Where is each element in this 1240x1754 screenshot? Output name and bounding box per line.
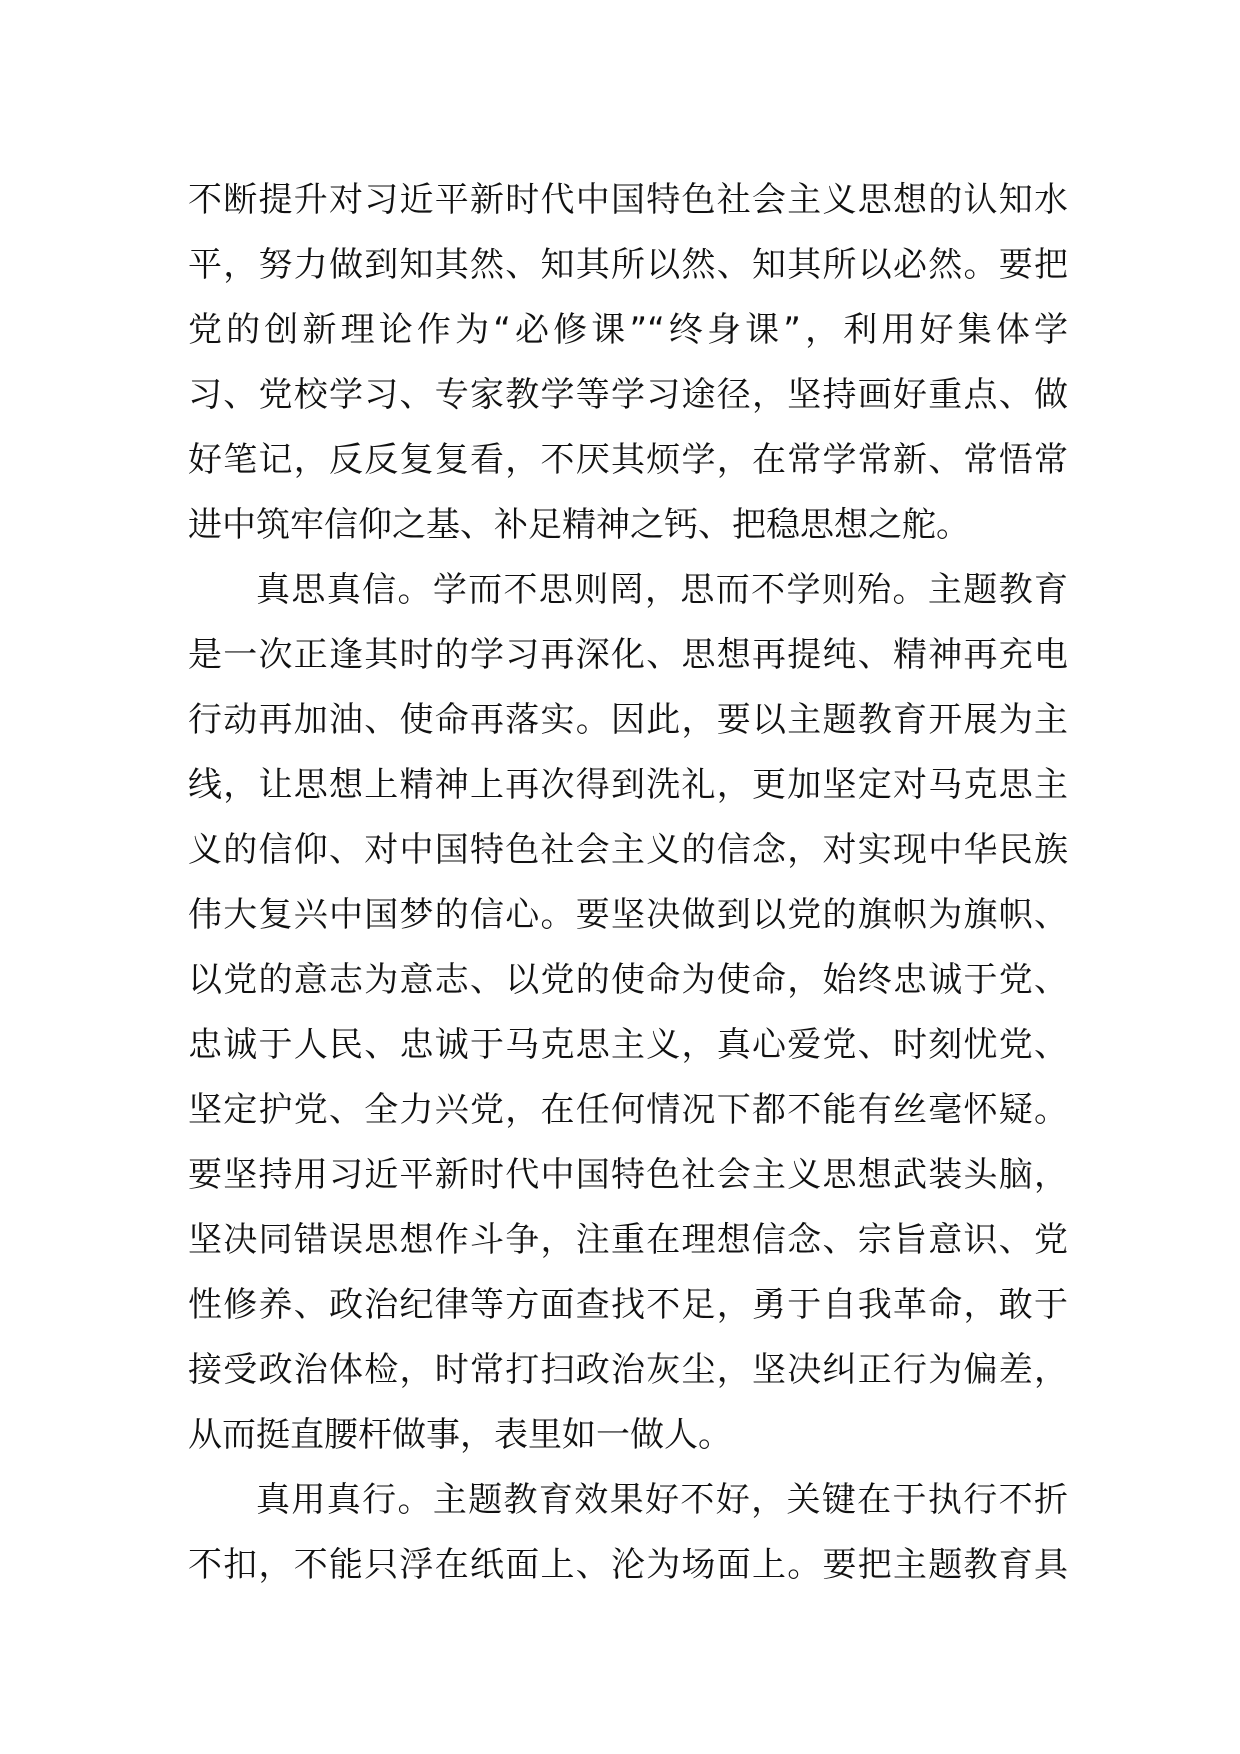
text-line: 行动再加油、使命再落实。因此，要以主题教育开展为主 <box>188 700 1068 740</box>
paragraph-heading-line: 真用真行。主题教育效果好不好，关键在于执行不折 <box>256 1480 1068 1520</box>
text-line: 从而挺直腰杆做事，表里如一做人。 <box>188 1415 732 1455</box>
text-line: 不扣，不能只浮在纸面上、沦为场面上。要把主题教育具 <box>188 1545 1068 1585</box>
text-line: 好笔记，反反复复看，不厌其烦学，在常学常新、常悟常 <box>188 440 1068 480</box>
text-line: 进中筑牢信仰之基、补足精神之钙、把稳思想之舵。 <box>188 505 970 545</box>
text-line: 义的信仰、对中国特色社会主义的信念，对实现中华民族 <box>188 830 1068 870</box>
text-line: 性修养、政治纪律等方面查找不足，勇于自我革命，敢于 <box>188 1285 1068 1325</box>
text-line: 要坚持用习近平新时代中国特色社会主义思想武装头脑， <box>188 1155 1068 1195</box>
text-line: 是一次正逢其时的学习再深化、思想再提纯、精神再充电 <box>188 635 1068 675</box>
text-line: 习、党校学习、专家教学等学习途径，坚持画好重点、做 <box>188 375 1068 415</box>
text-line: 接受政治体检，时常打扫政治灰尘，坚决纠正行为偏差， <box>188 1350 1068 1390</box>
text-line: 不断提升对习近平新时代中国特色社会主义思想的认知水 <box>188 180 1068 220</box>
text-line: 线，让思想上精神上再次得到洗礼，更加坚定对马克思主 <box>188 765 1068 805</box>
paragraph-heading-line: 真思真信。学而不思则罔，思而不学则殆。主题教育 <box>256 570 1068 610</box>
body-text <box>188 168 1068 1598</box>
text-line: 忠诚于人民、忠诚于马克思主义，真心爱党、时刻忧党、 <box>188 1025 1068 1065</box>
text-line: 坚决同错误思想作斗争，注重在理想信念、宗旨意识、党 <box>188 1220 1068 1260</box>
text-line: 以党的意志为意志、以党的使命为使命，始终忠诚于党、 <box>188 960 1068 1000</box>
text-line: 党的创新理论作为“必修课”“终身课”，利用好集体学 <box>188 310 1068 350</box>
text-line: 平，努力做到知其然、知其所以然、知其所以必然。要把 <box>188 245 1068 285</box>
text-line: 坚定护党、全力兴党，在任何情况下都不能有丝毫怀疑。 <box>188 1090 1068 1130</box>
text-line: 伟大复兴中国梦的信心。要坚决做到以党的旗帜为旗帜、 <box>188 895 1068 935</box>
